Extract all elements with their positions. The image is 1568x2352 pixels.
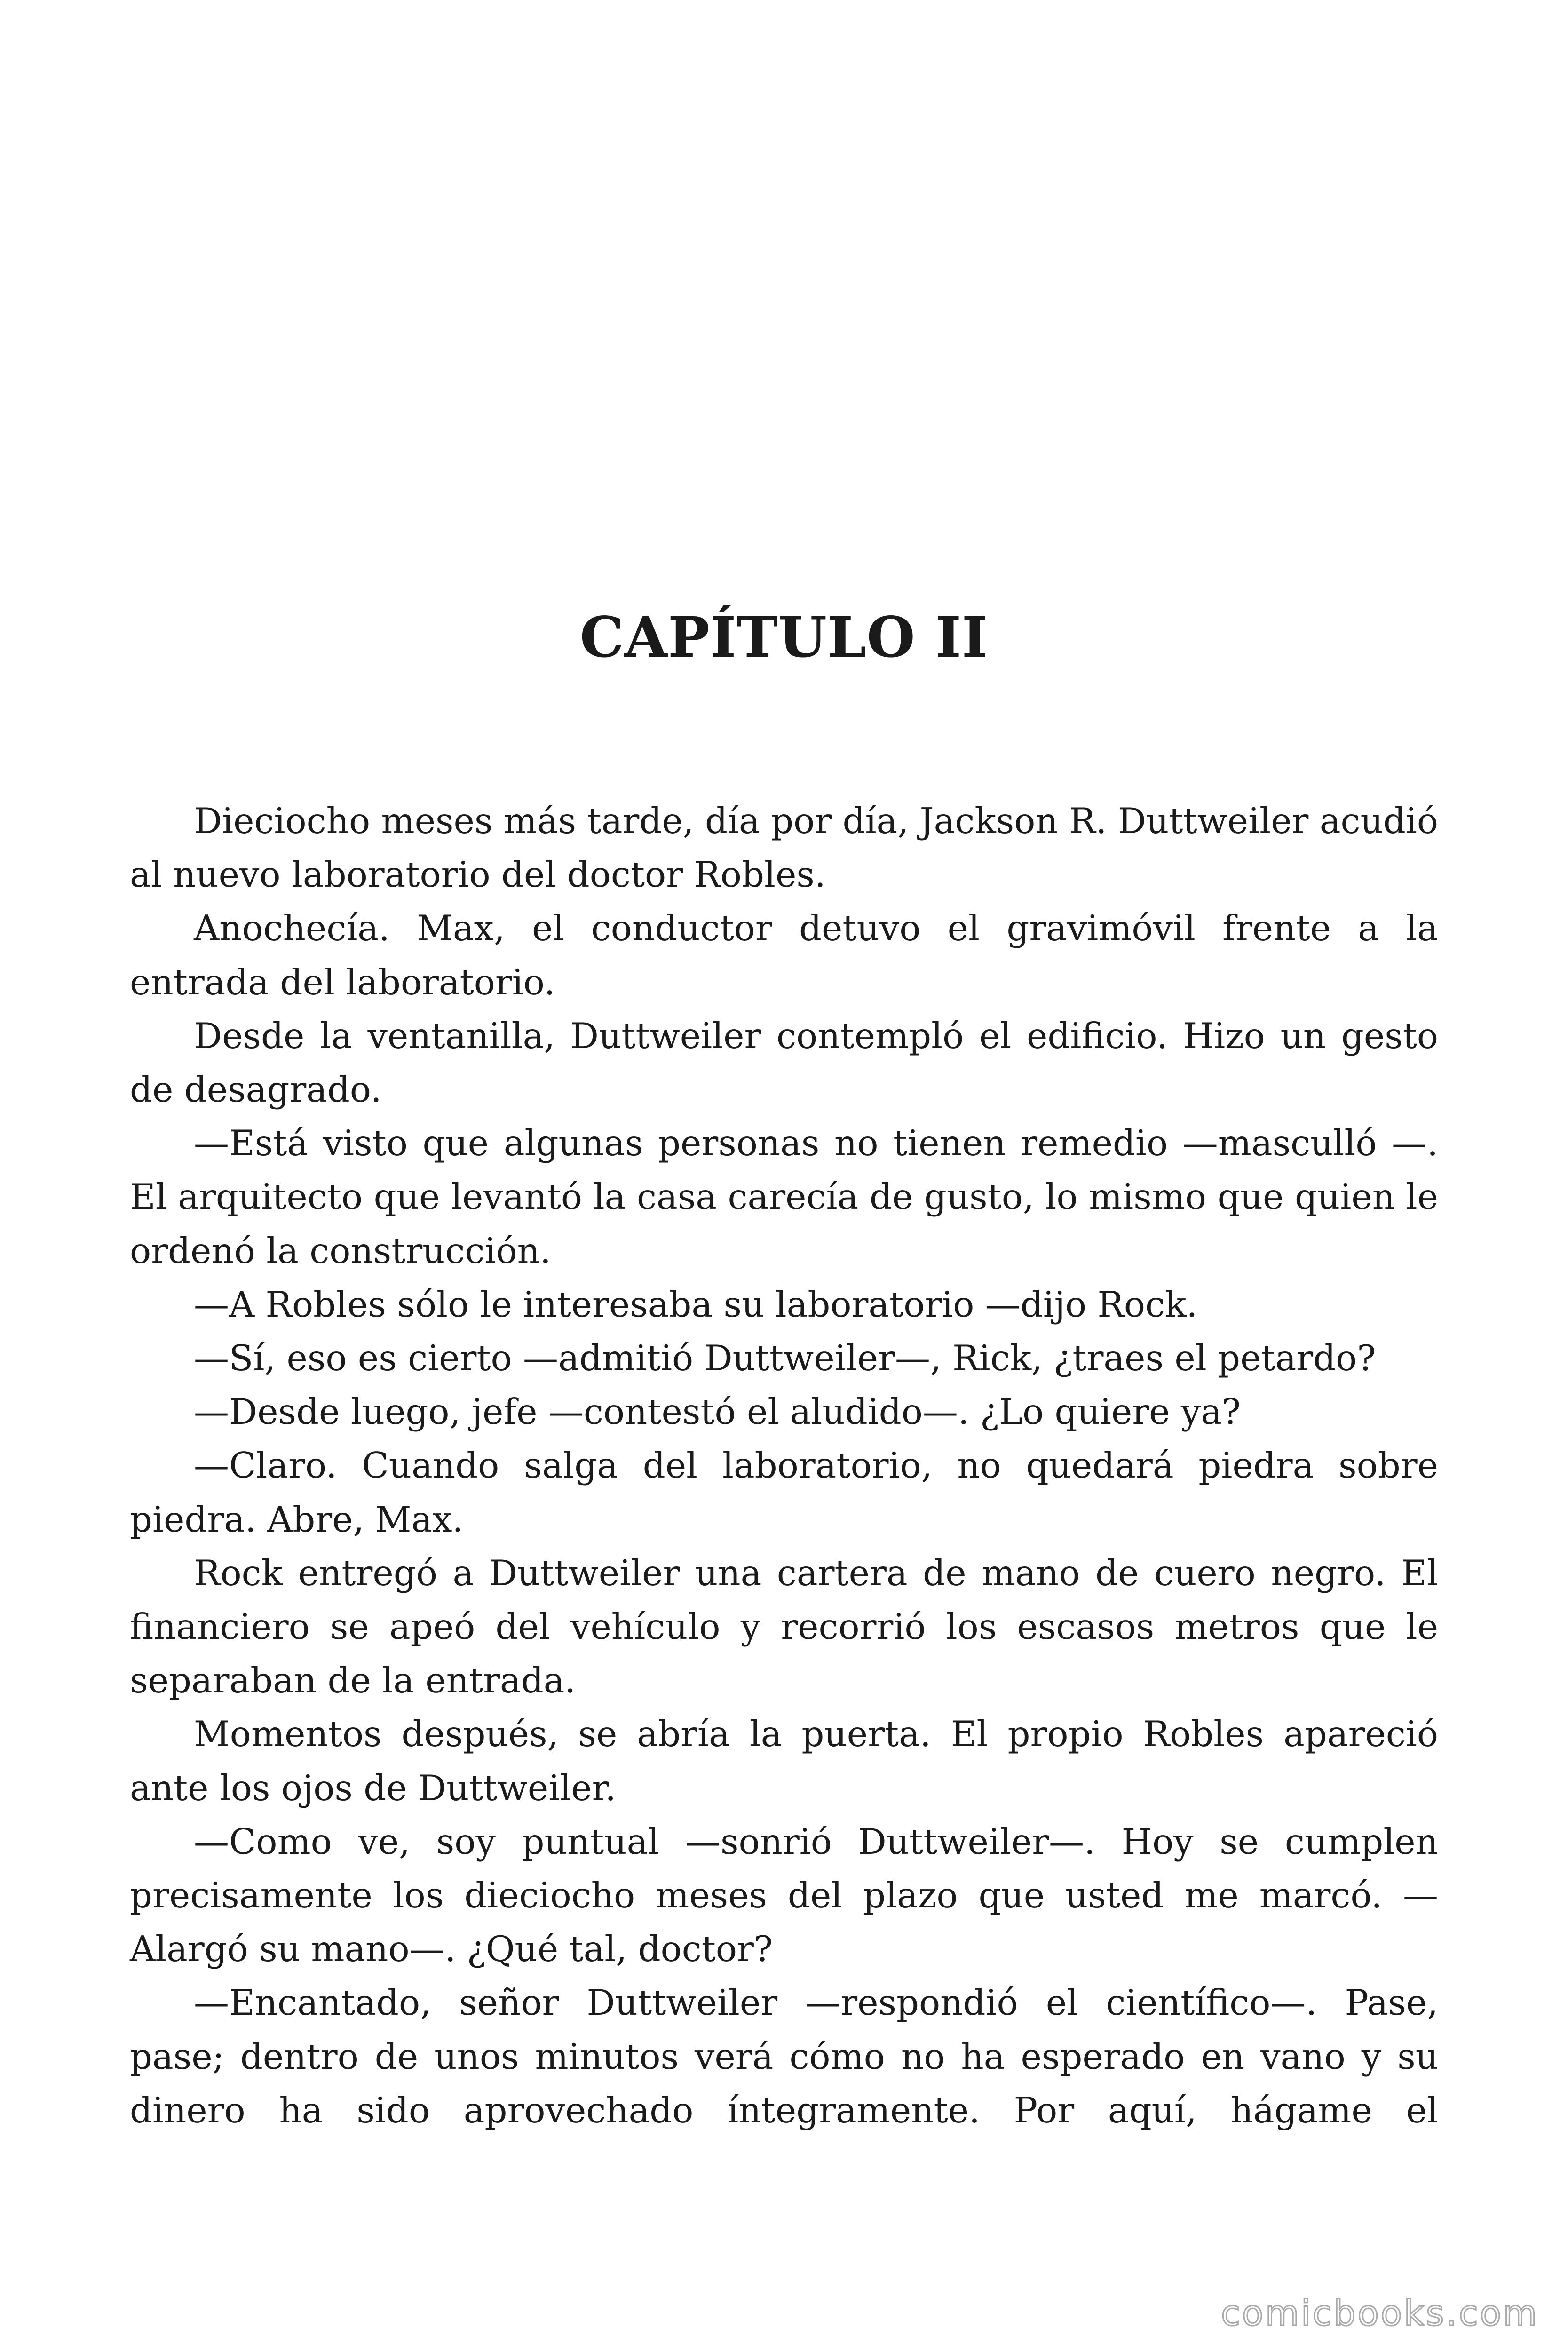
chapter-body [130, 794, 1438, 2137]
paragraph: —Está visto que algunas personas no tienen remedio —masculló —. El arquitecto que levantó la casa carecía de gusto, lo mismo que quien le ordenó la construcción. [130, 1122, 1438, 1271]
paragraph: Anochecía. Max, el conductor detuvo el gravimóvil frente a la entrada del laboratorio. [130, 907, 1438, 1003]
paragraph: —A Robles sólo le interesaba su laboratorio —dijo Rock. [194, 1283, 1198, 1325]
paragraph: —Desde luego, jefe —contestó el aludido—. ¿Lo quiere ya? [194, 1391, 1241, 1433]
watermark: comicbooks.com [1221, 2293, 1539, 2334]
paragraph: Momentos después, se abría la puerta. El propio Robles apareció ante los ojos de Duttweiler. [130, 1713, 1438, 1809]
paragraph-continued: —Encantado, señor Duttweiler —respondió el científico—. Pase, pase; dentro de unos minutos verá cómo no ha esperado en vano y su dinero ha sido aprovechado íntegramente. Por aquí, hágame el [130, 1982, 1438, 2131]
chapter-title: CAPÍTULO II [579, 604, 989, 670]
paragraph: —Sí, eso es cierto —admitió Duttweiler—, Rick, ¿traes el petardo? [194, 1337, 1376, 1379]
paragraph: —Como ve, soy puntual —sonrió Duttweiler—. Hoy se cumplen precisamente los dieciocho meses del plazo que usted me marcó. — Alargó su mano—. ¿Qué tal, doctor? [130, 1820, 1438, 1970]
paragraph: Desde la ventanilla, Duttweiler contempló el edificio. Hizo un gesto de desagrado. [130, 1015, 1438, 1111]
paragraph: Rock entregó a Duttweiler una cartera de mano de cuero negro. El financiero se apeó del vehículo y recorrió los escasos metros que le separaban de la entrada. [130, 1552, 1438, 1701]
paragraph: Dieciocho meses más tarde, día por día, Jackson R. Duttweiler acudió al nuevo laboratorio del doctor Robles. [130, 800, 1438, 896]
paragraph: —Claro. Cuando salga del laboratorio, no quedará piedra sobre piedra. Abre, Max. [130, 1445, 1438, 1540]
